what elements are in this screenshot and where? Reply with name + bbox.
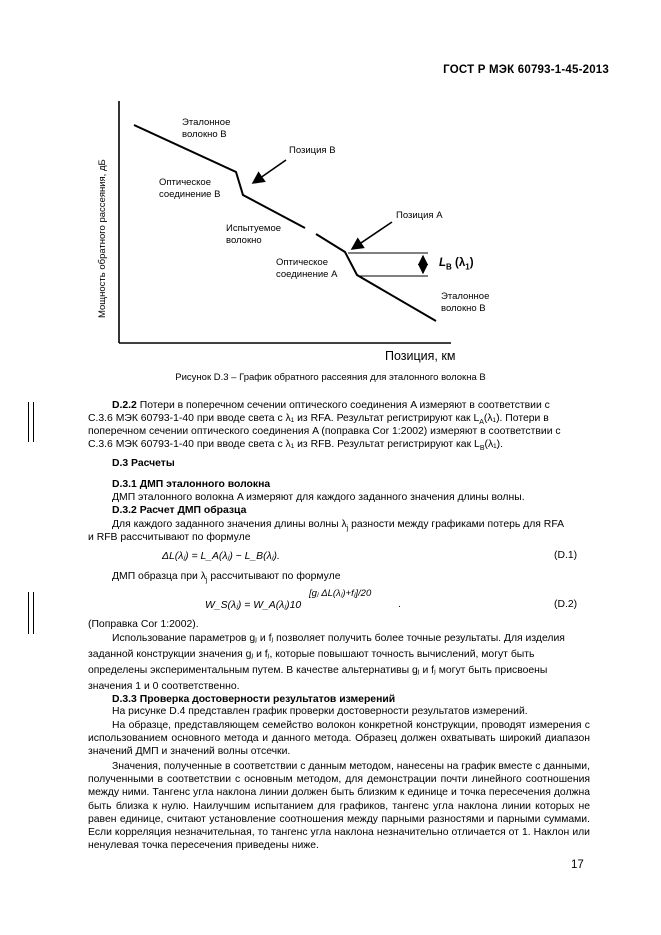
para-d33-3: Значения, полученные в соответствии с данным методом, нанесены на график вместе с данными, полученными в соответствии с основным методом, для демонстрации почти линейного соотношения между ними. Тангенс угла наклона линии должен быть близким к единице и точка пересечения должна быть близка к нулю. Наилучшим испытанием для графиков, тангенс угла наклона линии которых не равен единице, считают установление соотношения между парными разностями и парными суммами. Если корреляция незначительная, то тангенс угла наклона незначительно отличается от 1. Наклон или ненулевая точка пересечения приведены ниже. (88, 761, 590, 852)
label-test-fiber: Испытуемое волокно (226, 223, 282, 246)
change-bar (28, 402, 29, 442)
label-loss-lb: $L_B$ $(\lambda_1)$ (439, 257, 474, 272)
change-bar (33, 592, 34, 634)
figure-caption: Рисунок D.3 – График обратного рассеяния для эталонного волокна B (175, 372, 486, 383)
para-use-line1: Использование параметров gⱼ и fⱼ позволяет получить более точные результаты. Для изделия (112, 633, 565, 644)
change-bar (28, 592, 29, 634)
para-d32-line1: Для каждого заданного значения длины волны $\lambda_j$ разности между графиками потерь для RFA (112, 519, 565, 533)
heading-d3: D.3 Расчеты (112, 458, 175, 469)
para-use-line3: определены экспериментальным путем. В качестве альтернативы gⱼ и fⱼ могут быть присвоены (88, 665, 548, 676)
change-bar (33, 402, 34, 442)
formula-d2-number: (D.2) (554, 599, 578, 610)
label-splice-a: Оптическое соединение A (276, 257, 338, 280)
formula-d1: ΔL(λⱼ) = L_A(λⱼ) − L_B(λⱼ). (162, 551, 280, 562)
para-d31: ДМП эталонного волокна A измеряют для каждого заданного значения длины волны. (112, 492, 525, 503)
para-d22-line3: поперечном сечении оптического соединения A (поправка Cor 1:2002) измеряют в соответствии с (88, 426, 561, 437)
label-position-b: Позиция B (289, 145, 336, 156)
x-axis-label: Позиция, км (385, 349, 456, 363)
heading-d31: D.3.1 ДМП эталонного волокна (112, 479, 271, 490)
label-ref-fiber-top: Эталонное волокно B (182, 117, 231, 140)
formula-d2: W_S(λⱼ) = W_A(λⱼ)10 (205, 600, 302, 611)
para-use-line4: значения 1 и 0 соответственно. (88, 681, 240, 692)
para-d33-2: На образце, представляющем семейство волокон конкретной конструкции, проводят измерения с использованием основного метода и данного метода. Образец должен охватывать широкий диапазон значений ДМП и значений волны отсечки. (88, 720, 590, 758)
para-d32-line2: и RFB рассчитывают по формуле (88, 532, 251, 543)
heading-d33: D.3.3 Проверка достоверности результатов измерений (112, 694, 396, 705)
para-d22-line1: D.2.2 Потери в поперечном сечении оптического соединения A измеряют в соответствии с (112, 400, 550, 411)
para-cor: (Поправка Cor 1:2002). (88, 619, 199, 630)
para-dmp: ДМП образца при $\lambda_j$ рассчитывают по формуле (112, 571, 341, 585)
page-number: 17 (571, 859, 584, 871)
label-splice-b: Оптическое соединение B (159, 177, 221, 200)
formula-d2-dot: . (398, 599, 401, 610)
y-axis-label: Мощность обратного рассеяния, дБ (97, 159, 108, 318)
para-use-line2: заданной конструкции значения gⱼ и fⱼ, которые повышают точность вычислений, могут быть (88, 649, 535, 660)
position-b-arrow (253, 160, 286, 183)
para-d22-line2: С.3.6 МЭК 60793-1-40 при вводе света с λ₁ из RFA. Результат регистрируют как $L_A(\lambda_1)$. Потери в (88, 413, 549, 427)
document-code: ГОСТ Р МЭК 60793-1-45-2013 (443, 64, 609, 76)
label-ref-fiber-bottom: Эталонное волокно B (441, 291, 490, 314)
position-a-arrow (352, 222, 392, 249)
heading-d32: D.3.2 Расчет ДМП образца (112, 505, 247, 516)
para-d33-1: На рисунке D.4 представлен график проверки достоверности результатов измерений. (112, 706, 528, 717)
formula-d1-number: (D.1) (554, 550, 578, 561)
label-position-a: Позиция A (396, 210, 443, 221)
para-d22-line4: С.3.6 МЭК 60793-1-40 при вводе света с λ₁ из RFB. Результат регистрируют как $L_B(\lambda_1)$. (88, 439, 503, 453)
formula-d2-exponent: [gⱼ ΔL(λⱼ)+fⱼ]/20 (309, 588, 372, 599)
